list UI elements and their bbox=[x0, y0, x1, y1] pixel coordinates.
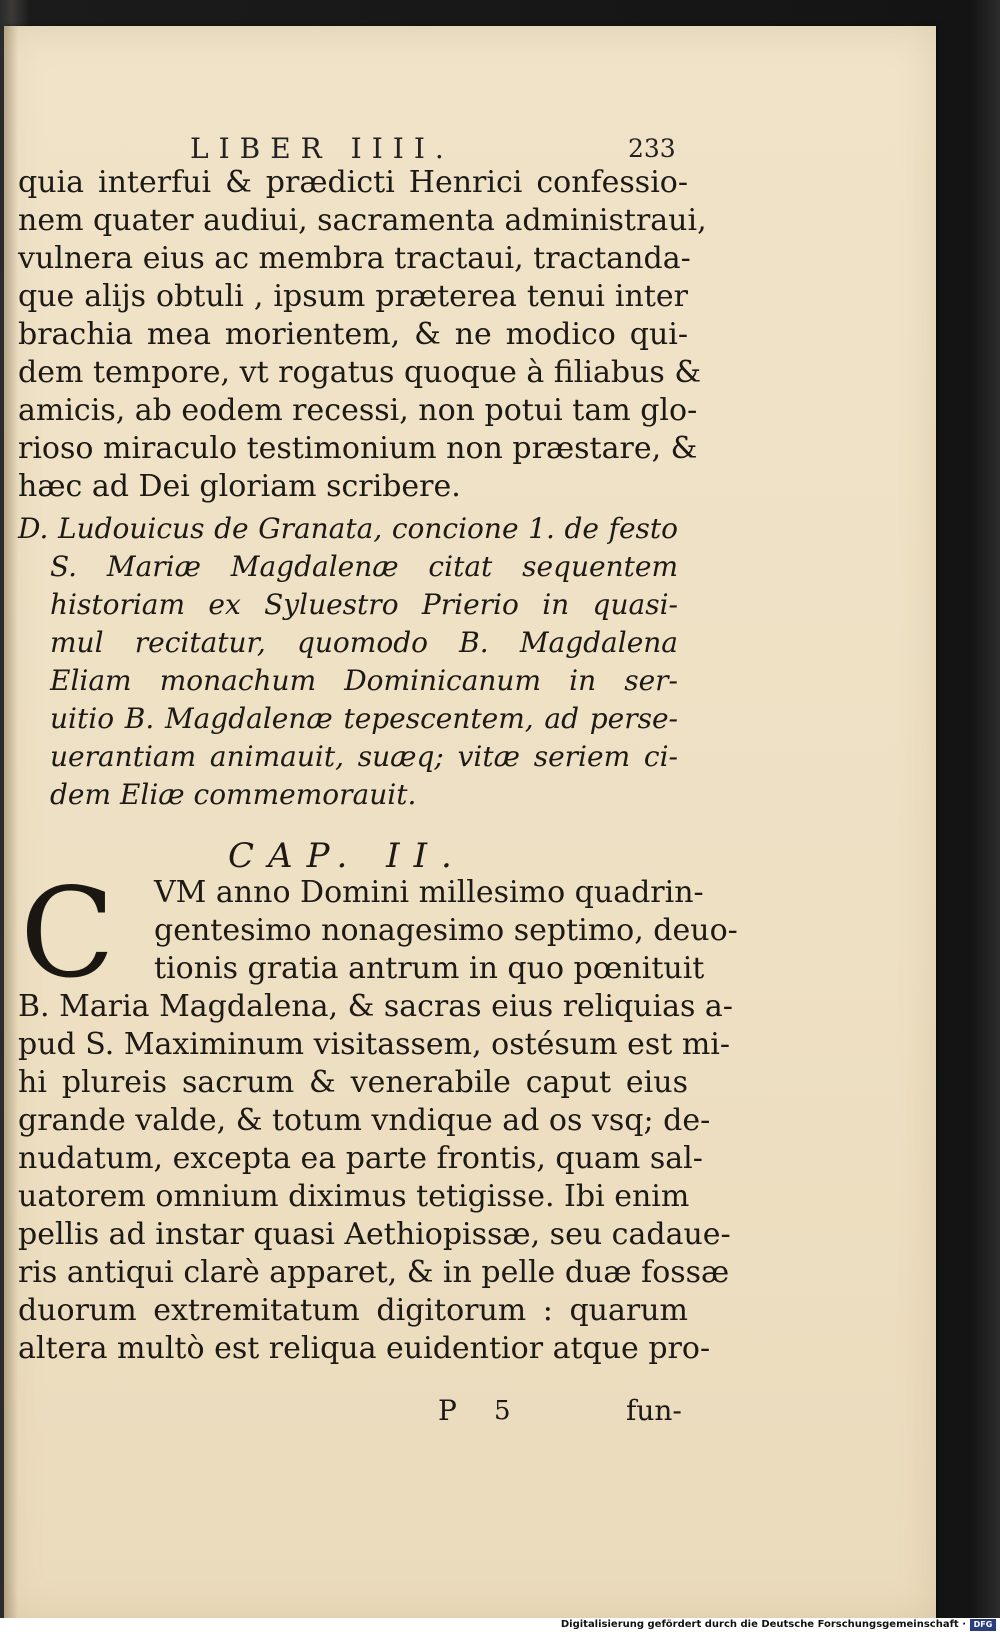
text-line: grande valde, & totum vndique ad os vsq; de- bbox=[18, 1103, 711, 1138]
text-line: gentesimo nonagesimo septimo, deuo- bbox=[154, 913, 738, 948]
text-line: duorum extremitatum digitorum : quarum bbox=[18, 1293, 688, 1328]
summary-line: dem Eliæ commemorauit. bbox=[50, 778, 417, 811]
scan-credit-bar bbox=[0, 1618, 1000, 1632]
text-line: pellis ad instar quasi Aethiopissæ, seu cadaue- bbox=[18, 1217, 731, 1252]
summary-line: uitio B. Magdalenæ tepescentem, ad perse- bbox=[50, 702, 678, 735]
text-line: brachia mea morientem, & ne modico qui- bbox=[18, 317, 688, 352]
catchword: fun- bbox=[626, 1394, 682, 1427]
text-line: nem quater audiui, sacramenta administraui, bbox=[18, 203, 707, 238]
chapter-heading: CAP. II. bbox=[228, 836, 466, 876]
signature-number: 5 bbox=[494, 1396, 511, 1426]
summary-line: S. Mariæ Magdalenæ citat sequentem bbox=[50, 550, 678, 583]
text-line: uatorem omnium diximus tetigisse. Ibi enim bbox=[18, 1179, 690, 1214]
page-number: 233 bbox=[628, 134, 676, 163]
book-page bbox=[4, 26, 936, 1620]
text-line: quia interfui & prædicti Henrici confessio- bbox=[18, 165, 688, 200]
summary-line: D. Ludouicus de Granata, concione 1. de festo bbox=[18, 512, 678, 545]
text-line: dem tempore, vt rogatus quoque à filiabus & bbox=[18, 355, 702, 390]
text-line: que alijs obtuli , ipsum præterea tenui inter bbox=[18, 279, 688, 314]
text-line: tionis gratia antrum in quo pœnituit bbox=[154, 951, 705, 986]
text-line: rioso miraculo testimonium non præstare, & bbox=[18, 431, 698, 466]
text-line: nudatum, excepta ea parte frontis, quam sal- bbox=[18, 1141, 703, 1176]
summary-line: uerantiam animauit, suæq; vitæ seriem ci- bbox=[50, 740, 678, 773]
running-head: LIBER IIII. bbox=[190, 132, 454, 165]
text-line: ris antiqui clarè apparet, & in pelle duæ fossæ bbox=[18, 1255, 730, 1290]
dfg-logo-icon: DFG bbox=[970, 1619, 996, 1631]
signature-mark: P bbox=[438, 1394, 457, 1427]
scan-credit-text: Digitalisierung gefördert durch die Deutsche Forschungsgemeinschaft · bbox=[560, 1619, 966, 1630]
summary-line: mul recitatur, quomodo B. Magdalena bbox=[50, 626, 678, 659]
summary-line: Eliam monachum Dominicanum in ser- bbox=[50, 664, 678, 697]
text-line: pud S. Maximinum visitassem, ostésum est mi- bbox=[18, 1027, 731, 1062]
text-line: hæc ad Dei gloriam scribere. bbox=[18, 469, 461, 504]
decorated-initial: C bbox=[20, 862, 115, 1006]
text-line: vulnera eius ac membra tractaui, tractanda- bbox=[18, 241, 691, 276]
text-line: amicis, ab eodem recessi, non potui tam glo- bbox=[18, 393, 698, 428]
text-line: altera multò est reliqua euidentior atque pro- bbox=[18, 1331, 711, 1366]
text-line: hi plureis sacrum & venerabile caput eius bbox=[18, 1065, 688, 1100]
text-line: B. Maria Magdalena, & sacras eius reliquias a- bbox=[18, 989, 733, 1024]
text-line: VM anno Domini millesimo quadrin- bbox=[154, 875, 704, 910]
summary-line: historiam ex Syluestro Prierio in quasi- bbox=[50, 588, 678, 621]
